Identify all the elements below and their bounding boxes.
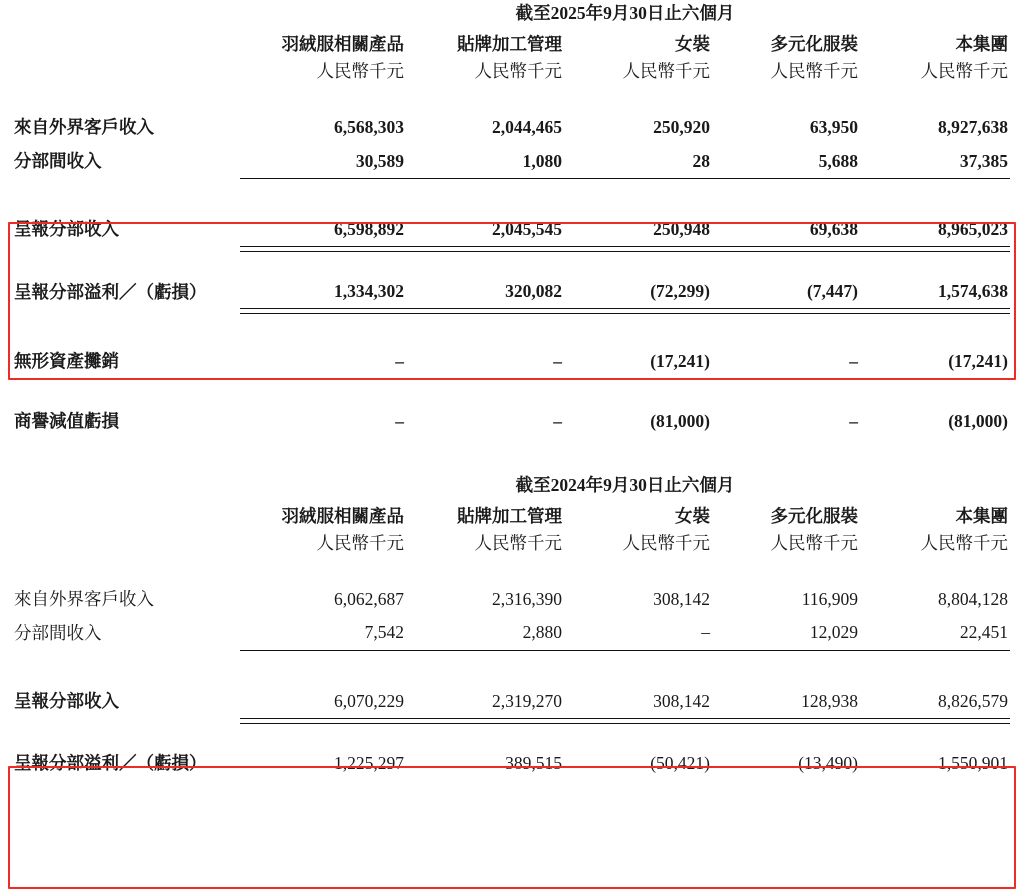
cell-profit-div-2024: (13,490) (798, 752, 858, 773)
cell-inter-down-2025: 30,589 (240, 145, 406, 179)
cell-repvenue-div-2025: 69,638 (712, 213, 860, 247)
spacer (14, 178, 1010, 213)
cell-external-oem-2025: 2,044,465 (492, 117, 562, 138)
cell-repvenue-group-2024: 8,826,579 (860, 685, 1010, 719)
cell-repvenue-down-2025: 6,598,892 (240, 213, 406, 247)
cell-inter-ladies-2024: – (564, 616, 712, 650)
cell-goodwill-div-2025: – (849, 410, 858, 431)
row-label-external-2025: 來自外界客戶收入 (14, 117, 154, 138)
highlight-box-2024 (8, 766, 1016, 889)
spacer (14, 319, 1010, 345)
cell-repvenue-oem-2024: 2,319,270 (406, 685, 564, 719)
cell-inter-ladies-2025: 28 (564, 145, 712, 179)
cell-external-div-2025: 63,950 (809, 117, 858, 138)
spacer (14, 557, 1010, 583)
cell-inter-oem-2025: 1,080 (406, 145, 564, 179)
row-inter-segment-2025 (14, 145, 1010, 179)
unit-oem-2024: 人民幣千元 (474, 532, 562, 553)
spacer (14, 379, 1010, 405)
cell-goodwill-group-2025: (81,000) (948, 410, 1008, 431)
cell-external-div-2024: 116,909 (801, 589, 858, 609)
row-label-reported-profit-2025: 呈報分部溢利／（虧損） (14, 281, 207, 302)
cell-inter-oem-2024: 2,880 (406, 616, 564, 650)
cell-external-down-2024: 6,062,687 (334, 589, 404, 609)
row-goodwill-impairment-2025 (14, 405, 1010, 438)
cell-profit-div-2025: (7,447) (712, 275, 860, 309)
cell-repvenue-down-2024: 6,070,229 (240, 685, 406, 719)
row-label-reported-revenue-2024: 呈報分部收入 (14, 691, 119, 711)
col-header-group: 本集團 (955, 34, 1008, 54)
column-headers-2024 (14, 503, 1010, 530)
cell-intangible-ladies-2025: (17,241) (650, 351, 710, 372)
cell-inter-div-2025: 5,688 (712, 145, 860, 179)
cell-inter-down-2024: 7,542 (240, 616, 406, 650)
row-reported-profit-2024 (14, 747, 1010, 780)
cell-profit-group-2025: 1,574,638 (860, 275, 1010, 309)
cell-intangible-down-2025: – (395, 351, 404, 372)
cell-inter-group-2025: 37,385 (860, 145, 1010, 179)
cell-inter-div-2024: 12,029 (712, 616, 860, 650)
row-reported-revenue-2025 (14, 213, 1010, 247)
col-header-oem-2024: 貼牌加工管理 (457, 505, 562, 526)
col-header-group-2024: 本集團 (955, 505, 1008, 526)
row-reported-profit-2025 (14, 275, 1010, 309)
spacer (14, 650, 1010, 685)
spacer (14, 729, 1010, 747)
cell-profit-group-2024: 1,550,901 (938, 752, 1008, 773)
row-label-external-2024: 來自外界客戶收入 (14, 589, 154, 609)
cell-external-group-2024: 8,804,128 (938, 589, 1008, 609)
spacer (14, 85, 1010, 111)
row-label-goodwill-2025: 商譽減值虧損 (14, 410, 119, 431)
row-label-inter-2024: 分部間收入 (14, 622, 102, 643)
cell-profit-oem-2025: 320,082 (406, 275, 564, 309)
column-headers-2025 (14, 31, 1010, 58)
col-header-diversified-2024: 多元化服裝 (770, 505, 858, 526)
period-heading-2025 (14, 0, 1010, 31)
unit-headers-2024 (14, 530, 1010, 557)
col-header-oem: 貼牌加工管理 (457, 34, 562, 54)
unit-ladieswear-2024: 人民幣千元 (622, 532, 710, 553)
cell-profit-ladies-2025: (72,299) (564, 275, 712, 309)
col-header-ladieswear-2024: 女裝 (675, 505, 710, 526)
period-heading-2024 (14, 472, 1010, 503)
cell-intangible-group-2025: (17,241) (948, 351, 1008, 372)
col-header-ladieswear: 女裝 (675, 34, 710, 54)
unit-group-2024: 人民幣千元 (920, 532, 1008, 553)
cell-repvenue-group-2025: 8,965,023 (860, 213, 1010, 247)
unit-diversified: 人民幣千元 (770, 61, 858, 82)
cell-intangible-div-2025: – (849, 351, 858, 372)
cell-external-down-2025: 6,568,303 (334, 117, 404, 138)
unit-ladieswear: 人民幣千元 (622, 61, 710, 82)
segment-table-2025 (14, 0, 1010, 780)
spacer (14, 438, 1010, 472)
unit-oem: 人民幣千元 (474, 61, 562, 82)
period-label-2025: 截至2025年9月30日止六個月 (515, 3, 735, 23)
row-external-revenue-2025 (14, 111, 1010, 144)
cell-repvenue-div-2024: 128,938 (712, 685, 860, 719)
unit-down-products: 人民幣千元 (316, 61, 404, 82)
row-label-intangible-2025: 無形資產攤銷 (14, 351, 119, 372)
cell-profit-ladies-2024: (50,421) (650, 752, 710, 773)
cell-repvenue-ladies-2024: 308,142 (564, 685, 712, 719)
col-header-down-products: 羽絨服相關產品 (281, 34, 404, 54)
cell-profit-down-2025: 1,334,302 (240, 275, 406, 309)
row-inter-segment-2024 (14, 616, 1010, 650)
unit-down-products-2024: 人民幣千元 (316, 532, 404, 553)
unit-headers-2025 (14, 58, 1010, 85)
row-external-revenue-2024 (14, 583, 1010, 616)
col-header-diversified: 多元化服裝 (770, 34, 858, 54)
row-reported-revenue-2024 (14, 685, 1010, 719)
unit-diversified-2024: 人民幣千元 (770, 532, 858, 553)
cell-profit-oem-2024: 389,515 (505, 752, 562, 773)
cell-profit-down-2024: 1,225,297 (334, 752, 404, 773)
cell-external-ladies-2025: 250,920 (653, 117, 710, 138)
unit-group: 人民幣千元 (920, 61, 1008, 82)
row-label-inter-2025: 分部間收入 (14, 151, 102, 171)
col-header-down-products-2024: 羽絨服相關產品 (281, 505, 404, 526)
cell-repvenue-ladies-2025: 250,948 (564, 213, 712, 247)
cell-repvenue-oem-2025: 2,045,545 (406, 213, 564, 247)
row-intangible-amortisation-2025 (14, 345, 1010, 378)
cell-inter-group-2024: 22,451 (860, 616, 1010, 650)
cell-external-oem-2024: 2,316,390 (492, 589, 562, 609)
cell-goodwill-down-2025: – (395, 410, 404, 431)
spacer (14, 257, 1010, 275)
period-label-2024: 截至2024年9月30日止六個月 (515, 474, 735, 495)
row-label-reported-profit-2024: 呈報分部溢利／（虧損） (14, 752, 207, 773)
cell-external-ladies-2024: 308,142 (653, 589, 710, 609)
cell-goodwill-oem-2025: – (553, 410, 562, 431)
cell-intangible-oem-2025: – (553, 351, 562, 372)
cell-goodwill-ladies-2025: (81,000) (650, 410, 710, 431)
cell-external-group-2025: 8,927,638 (938, 117, 1008, 138)
row-label-reported-revenue-2025: 呈報分部收入 (14, 219, 119, 240)
